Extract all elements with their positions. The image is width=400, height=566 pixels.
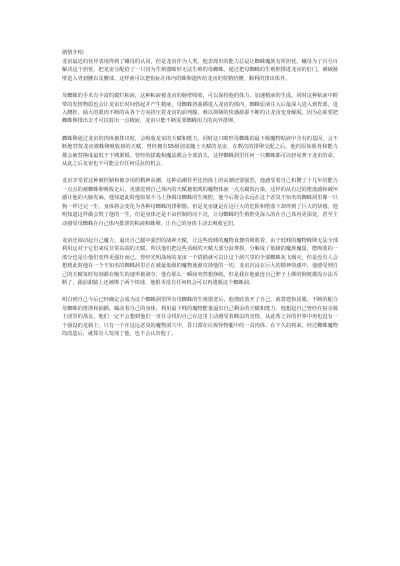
paragraph-5: 龙宙还调动起自己魔力，逼出自己腿中强烈的战神天赋，让这些低贱的魔物食婪的吸收着，由于低贱的魔物蛛卵无法全部利用这对于它们来说非常高端的天赋，所以他们把这些顶级的天赋大部分浪费掉，分解成了低级的魔族魔量，能吸收的一部分也是让他们变得更强壮而已。曾经光明战场的龙宙一个措描就可以让这个洞穴里的全部蜘蛛灰飞烟灭，但是没有人会想到此时他在一个不知名的蜘蛛洞里正在被最低级的魔物使源攻掉他的一切。龙宙沉浸在巨大的精神快感中，他感受到自己的天赋每时每刻都在缩失的速率被剥夺，他有那么一瞬间突然想挣脱，但是我在他就连自己脖子上绑的狗链都没办法弄断了，跟前甜腻上还被绑了两个铁球，他根本没有任何机会可以再逃脱这个蜘蛛洞。 — [62, 237, 338, 286]
document-page — [62, 50, 338, 347]
paragraph-4: 龙宙享受着这种被控制和被享用的精神高潮，这种高潮甚至比肉体上的高潮还要强烈，他感受着自己积攒了十几年的能力一点点的被蜘蛛卵吸收走后，更感觉到自己体内的天赋被低贱的魔物体液一点点腐蚀污染，这样的从有过的堕落感和破坏感让他的大脑发麻。他知道此时他如果不马上挣脱母蜘蛛的生殖腔，他今后将会永远在这个恶臭不知名的蜘蛛洞里像一只狗一样过完一生，身体将会变化为各种母蜘蛛的排卵器。但是龙宙就是在这巨大的危险和堕落下却得到了巨大的快感，他明知道这样做会毁了他的一生，但是身体还是不由控制的向下沉，让母蜘蛛的生殖腔更深入的在自己体内更深处，甚至主动感受母蜘蛛在自己体内排泄的粘液和蛛卵，让自己的身体主动去吸收它们。 — [62, 178, 338, 227]
paragraph-6: 明白到自己今后已经确定会成为这个蜘蛛洞里所有母蜘蛛的生殖器老后，他彻底放开了自己，就尊建和屈服，不断的配合母蜘蛛的排泄和抽插，曝动着自己的身体，利用最下贱的魔物能量逼出自己剩余的天赋和能力，他想起自己曾经在宿舍骑士团里的战友，他们一定不会想到他们一直在寻找的自己在这里主动感受着蛛虫的害情，从此帮之谷的世界中再也没有一个强设的龙骑士，只有一个在这远恶臭的魔物洞穴中，昏日滞在垃圾怪物腿中的一具肉体，在不久的将来，经过蜘蛛魔物的改造后，就算有人发现了他，也不会认出他了。 — [62, 297, 338, 337]
intro-heading: 剧情介绍: — [62, 50, 85, 56]
paragraph-2: 母蜘蛛的手术有丰富的腐烂粘液，这种粘液被龙宙的肠壁吸收，可以保持他的体力，加速精液的生成。同时这种粘液中附带的发情物质也会让龙宙长时间勃起并产生精液，母蜘蛛扭曲插进入龙宙的体内，蜘蛛原液注入后最深入进入到胃部，进入腰腔，硕大的肌肉不断的从各个方向挤压着龙宙的前列腺，难以抑制的快感源源不断的让龙宙变身解脱，因为必须要把蜘蛛卵排出去才可以射出一点精液，龙宙只能不断需要蜘蛛用力的向外排卵。 — [62, 93, 338, 125]
paragraph-3: 蜘蛛卵通过龙宙的肉体被排出时，会吸收龙宙的天赋和能力，同时这只畸形母蜘蛛的最下级魔物粘液中含有的基因，会不断地替按龙宙被蛛卵吸收掉的天赋，曾经拥有S5级别龙魄士天赋的龙宙，在数次的排卵交配之后，他的原始肌骨和能力都会被替换成最低于下贱栗根。曾经的拔毅和魔法都会全部消失，这样蜘蛛洞里任何一只蜘蛛都可以轻易赛下龙宙的命，从此之后龙宙也不可能会有任何反抗的机会。 — [62, 135, 338, 168]
paragraph-1: 龙宙最近的伎异表现得到了蛾母的认同，但是龙宙作为人类，他表现出的能力总是让蜘蛛魔族有所担忧。蛾母为了百分百解决这个担忧，把龙宙分配给了一只因为生殖器畸形无法生殖的母蜘蛛。通过把母蜘蛛的生殖腔摄进龙宙的肛门，刺破肠壁进入胃到腰以及腰部。这样就可以把指标在体内的蛛卵遗传给龙宙的射精结腰，顺利的排出体外。 — [62, 59, 338, 82]
